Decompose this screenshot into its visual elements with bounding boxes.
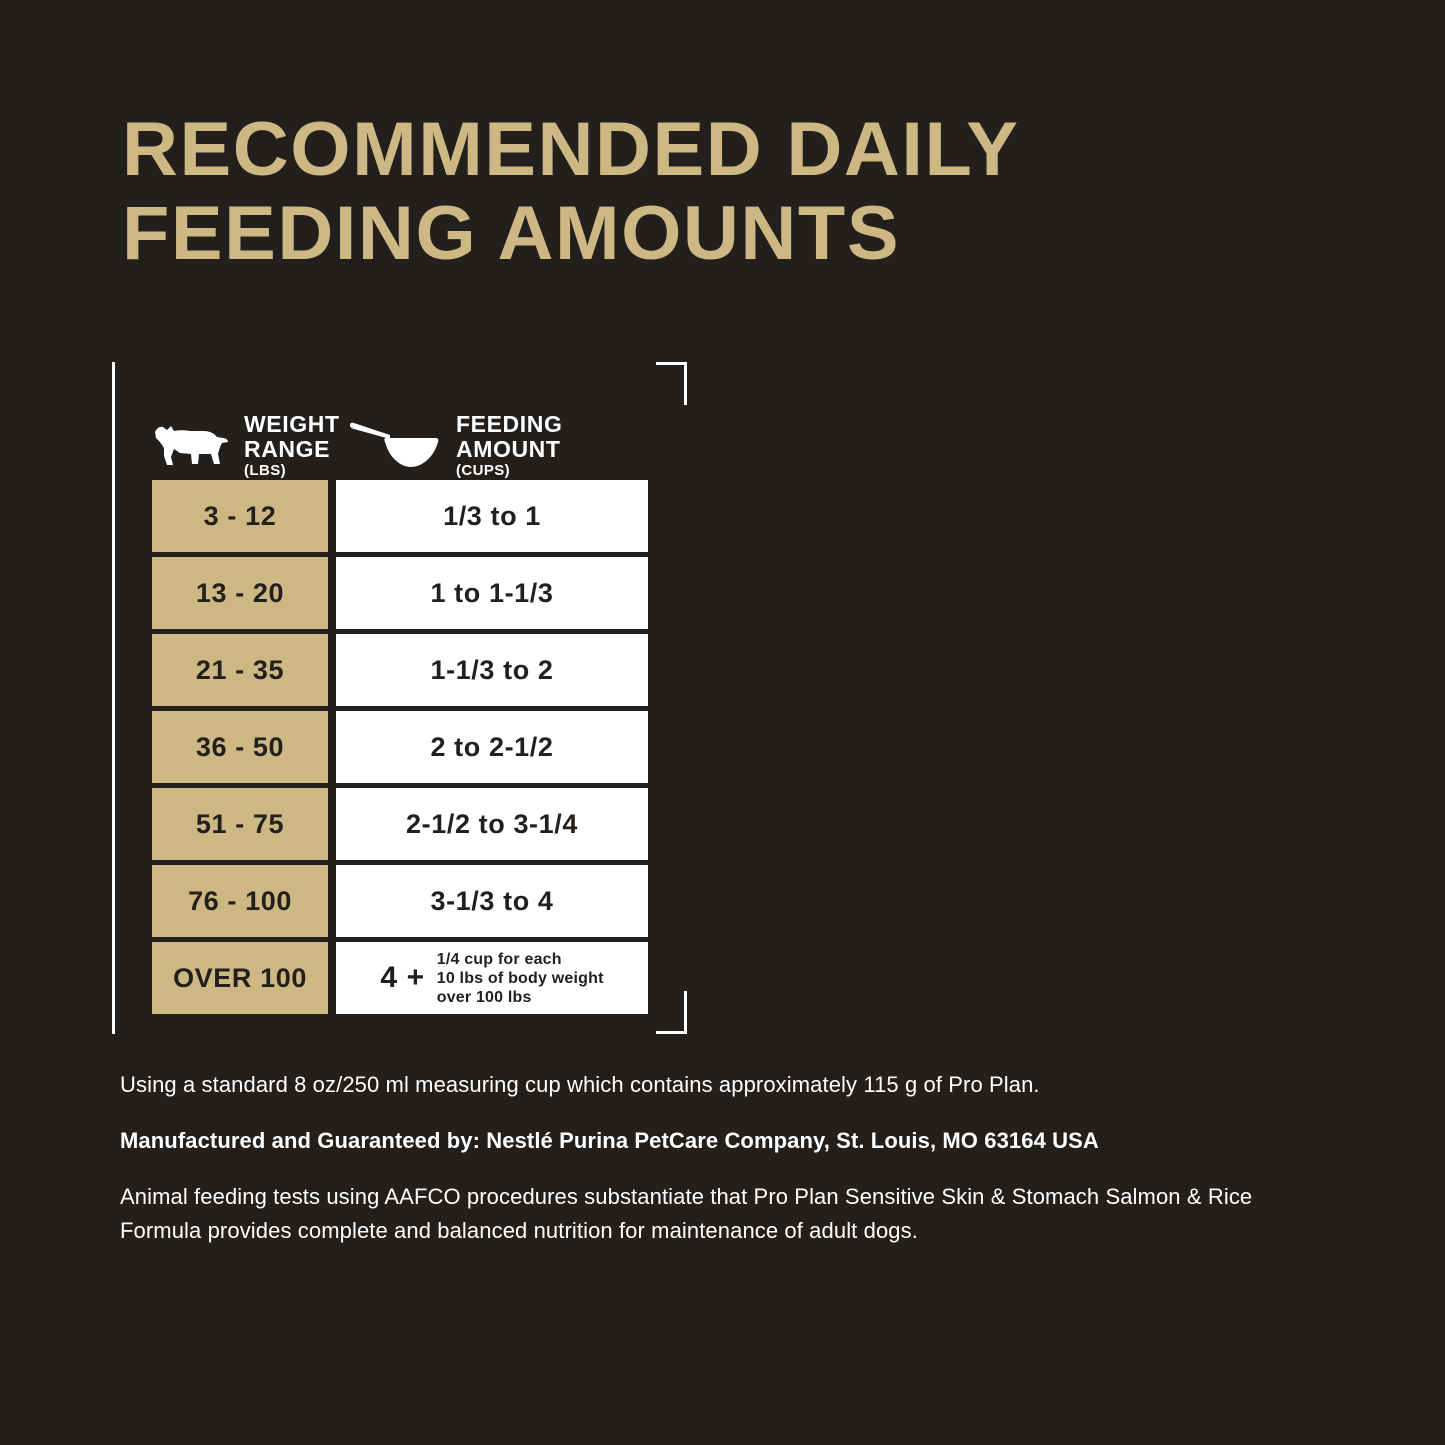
cell-weight-range: 21 - 35 xyxy=(152,634,328,706)
cell-weight-range: 13 - 20 xyxy=(152,557,328,629)
table-row xyxy=(152,634,648,706)
table-row xyxy=(152,557,648,629)
table-header-weight xyxy=(152,411,340,480)
table-row-over-100 xyxy=(152,942,648,1014)
bracket-bottom-right xyxy=(656,991,687,1034)
cell-feeding-amount: 1 to 1-1/3 xyxy=(336,557,648,629)
footnote-measuring-cup: Using a standard 8 oz/250 ml measuring cup which contains approximately 115 g of Pro Plan. xyxy=(120,1072,1040,1097)
cell-feeding-amount: 2 to 2-1/2 xyxy=(336,711,648,783)
cell-weight-range: 51 - 75 xyxy=(152,788,328,860)
table-header-feeding xyxy=(328,412,648,480)
footnote-manufacturer: Manufactured and Guaranteed by: Nestlé Purina PetCare Company, St. Louis, MO 63164 USA xyxy=(120,1128,1099,1153)
table-row xyxy=(152,788,648,860)
footnote-aafco: Animal feeding tests using AAFCO procedures substantiate that Pro Plan Sensitive Skin & Stomach Salmon & Rice Formula provides complete and balanced nutrition for maintenance of adult dogs. xyxy=(120,1184,1253,1243)
cell-weight-range: 76 - 100 xyxy=(152,865,328,937)
table-header-row xyxy=(152,362,648,480)
table-header-feeding-label: FEEDING AMOUNT (CUPS) xyxy=(456,411,563,479)
amount-base-value: 4 + xyxy=(380,961,425,994)
bracket-top-right xyxy=(656,362,687,405)
cell-feeding-amount xyxy=(336,942,648,1014)
page-title-line-1: RECOMMENDED DAILY xyxy=(122,107,1020,192)
measuring-cup-icon xyxy=(346,419,442,474)
table-row xyxy=(152,711,648,783)
table-row xyxy=(152,480,648,552)
feeding-table xyxy=(152,362,648,1019)
feeding-table-container xyxy=(112,362,687,1034)
bracket-left xyxy=(112,362,143,1034)
page-title-line-2: FEEDING AMOUNTS xyxy=(122,191,901,276)
table-header-weight-label: WEIGHT RANGE (LBS) xyxy=(244,411,340,479)
table-row xyxy=(152,865,648,937)
cell-feeding-amount: 2-1/2 to 3-1/4 xyxy=(336,788,648,860)
cell-weight-range: 36 - 50 xyxy=(152,711,328,783)
footnotes xyxy=(120,1068,1310,1248)
cell-feeding-amount: 1-1/3 to 2 xyxy=(336,634,648,706)
page-title xyxy=(122,108,1244,276)
cell-feeding-amount: 3-1/3 to 4 xyxy=(336,865,648,937)
dog-icon xyxy=(152,421,230,472)
cell-feeding-amount: 1/3 to 1 xyxy=(336,480,648,552)
cell-weight-range: OVER 100 xyxy=(152,942,328,1014)
amount-extra-note: 1/4 cup for each 10 lbs of body weight over 100 lbs xyxy=(436,950,604,1006)
cell-weight-range: 3 - 12 xyxy=(152,480,328,552)
